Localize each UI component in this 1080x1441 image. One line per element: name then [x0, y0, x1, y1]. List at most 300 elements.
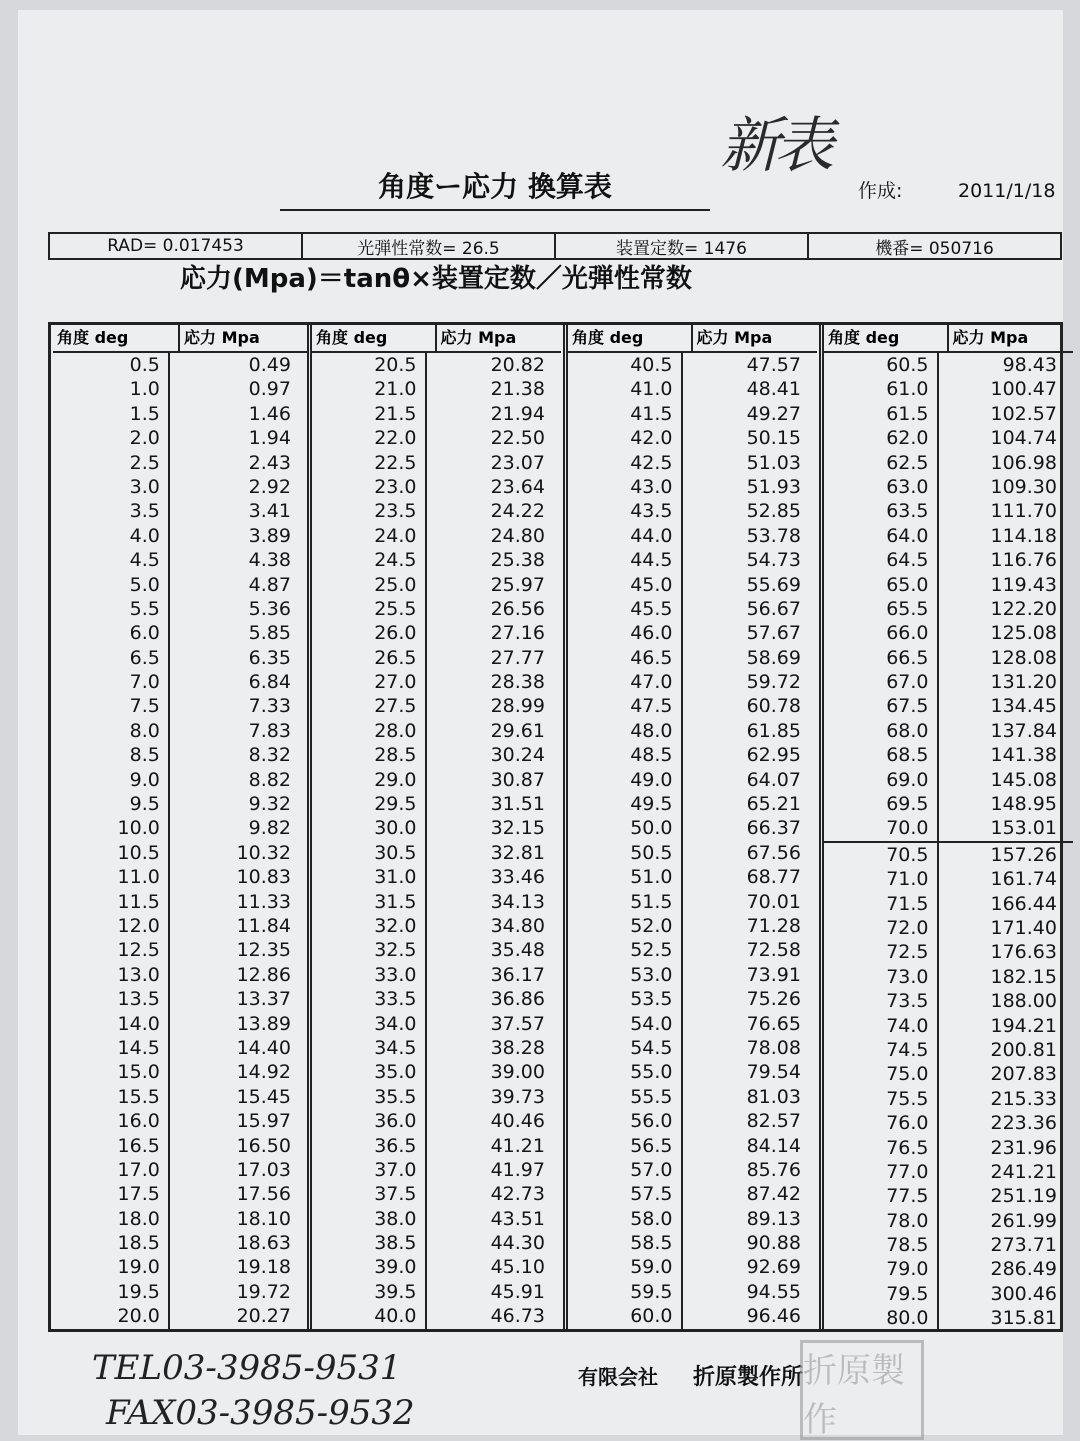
- stress-cell: 215.33: [990, 1087, 1057, 1110]
- table-row: [53, 914, 307, 938]
- table-row: [568, 743, 817, 767]
- angle-cell: 59.0: [568, 1255, 683, 1279]
- table-row: [312, 1280, 561, 1304]
- page-title: 角度ー応力 換算表: [280, 165, 710, 211]
- table-row: [824, 1038, 1073, 1062]
- table-row: [53, 1109, 307, 1133]
- angle-cell: 63.0: [824, 475, 939, 499]
- stress-cell: 19.72: [236, 1280, 291, 1303]
- angle-cell: 52.5: [568, 938, 683, 962]
- table-row: [312, 451, 561, 475]
- angle-cell: 16.5: [53, 1134, 170, 1158]
- stress-cell: 68.77: [746, 866, 801, 889]
- stress-cell: 122.20: [990, 597, 1057, 620]
- angle-cell: 51.0: [568, 865, 683, 889]
- stress-cell: 24.80: [490, 524, 545, 547]
- table-row: [312, 573, 561, 597]
- stress-cell: 46.73: [490, 1305, 545, 1328]
- angle-cell: 65.5: [824, 597, 939, 621]
- table-row: [53, 1255, 307, 1279]
- table-row: [312, 816, 561, 840]
- angle-cell: 33.0: [312, 963, 427, 987]
- table-row: [824, 402, 1073, 426]
- table-rows: [824, 353, 1073, 1331]
- stress-cell: 25.97: [490, 573, 545, 596]
- table-row: [824, 867, 1073, 891]
- table-row: [824, 1282, 1073, 1306]
- table-row: [568, 1036, 817, 1060]
- stress-cell: 5.36: [248, 597, 291, 620]
- table-row: [568, 938, 817, 962]
- table-row: [568, 792, 817, 816]
- angle-cell: 10.0: [53, 816, 170, 840]
- angle-cell: 20.0: [53, 1304, 170, 1328]
- stress-cell: 9.32: [248, 793, 291, 816]
- stress-cell: 109.30: [990, 475, 1057, 498]
- stress-cell: 85.76: [746, 1158, 801, 1181]
- angle-cell: 55.0: [568, 1060, 683, 1084]
- stress-cell: 73.91: [746, 963, 801, 986]
- angle-header: 角度 deg: [312, 325, 437, 351]
- angle-cell: 54.5: [568, 1036, 683, 1060]
- stress-cell: 20.82: [490, 354, 545, 376]
- stress-cell: 87.42: [746, 1183, 801, 1206]
- table-row: [312, 865, 561, 889]
- stress-cell: 34.80: [490, 914, 545, 937]
- angle-cell: 44.5: [568, 548, 683, 572]
- angle-cell: 46.0: [568, 621, 683, 645]
- table-row: [53, 597, 307, 621]
- table-row: [312, 426, 561, 450]
- angle-cell: 57.5: [568, 1182, 683, 1206]
- angle-cell: 58.0: [568, 1207, 683, 1231]
- author-label: 作成:: [858, 180, 903, 202]
- angle-cell: 76.5: [824, 1136, 939, 1160]
- stress-cell: 119.43: [990, 573, 1057, 596]
- angle-cell: 40.5: [568, 353, 683, 377]
- table-row: [312, 841, 561, 865]
- parameter-row: [48, 232, 1062, 260]
- angle-cell: 27.0: [312, 670, 427, 694]
- angle-cell: 72.5: [824, 940, 939, 964]
- rad-param: RAD= 0.017453: [50, 234, 303, 258]
- stress-cell: 56.67: [746, 597, 801, 620]
- angle-cell: 41.0: [568, 377, 683, 401]
- table-row: [312, 475, 561, 499]
- stress-cell: 41.21: [490, 1134, 545, 1157]
- table-row: [53, 573, 307, 597]
- table-row: [53, 1182, 307, 1206]
- stress-cell: 94.55: [746, 1280, 801, 1303]
- angle-cell: 8.5: [53, 743, 170, 767]
- table-row: [568, 1304, 817, 1328]
- angle-cell: 49.0: [568, 768, 683, 792]
- angle-cell: 42.5: [568, 451, 683, 475]
- stress-cell: 22.50: [490, 427, 545, 450]
- stress-cell: 57.67: [746, 622, 801, 645]
- conversion-table: [48, 322, 1063, 1332]
- angle-cell: 5.5: [53, 597, 170, 621]
- table-row: [824, 1111, 1073, 1135]
- table-row: [53, 938, 307, 962]
- angle-cell: 9.0: [53, 768, 170, 792]
- angle-cell: 19.0: [53, 1255, 170, 1279]
- stress-cell: 223.36: [990, 1112, 1057, 1135]
- table-row: [312, 377, 561, 401]
- stress-cell: 18.10: [236, 1207, 291, 1230]
- angle-cell: 2.0: [53, 426, 170, 450]
- stress-cell: 8.82: [248, 768, 291, 791]
- angle-header: 角度 deg: [53, 325, 180, 351]
- table-row: [53, 816, 307, 840]
- stress-cell: 17.56: [236, 1183, 291, 1206]
- stress-cell: 48.41: [746, 378, 801, 401]
- table-row: [53, 841, 307, 865]
- angle-cell: 30.5: [312, 841, 427, 865]
- stress-cell: 4.38: [248, 549, 291, 572]
- table-row: [824, 694, 1073, 718]
- stress-cell: 6.84: [248, 671, 291, 694]
- angle-cell: 66.0: [824, 621, 939, 645]
- table-row: [824, 1209, 1073, 1233]
- angle-cell: 14.0: [53, 1012, 170, 1036]
- stress-cell: 36.86: [490, 988, 545, 1011]
- table-row: [568, 670, 817, 694]
- stress-cell: 315.81: [990, 1307, 1057, 1330]
- angle-cell: 45.5: [568, 597, 683, 621]
- angle-cell: 62.5: [824, 451, 939, 475]
- table-row: [53, 621, 307, 645]
- stress-cell: 31.51: [490, 793, 545, 816]
- table-row: [312, 597, 561, 621]
- angle-cell: 7.0: [53, 670, 170, 694]
- angle-cell: 6.0: [53, 621, 170, 645]
- stress-cell: 106.98: [990, 451, 1057, 474]
- table-row: [568, 865, 817, 889]
- stress-cell: 23.07: [490, 451, 545, 474]
- handwritten-signature: 新表: [720, 111, 828, 181]
- table-row: [824, 1136, 1073, 1160]
- stress-cell: 54.73: [746, 549, 801, 572]
- table-row: [824, 768, 1073, 792]
- stress-cell: 1.94: [248, 427, 291, 450]
- angle-cell: 38.0: [312, 1207, 427, 1231]
- table-header: [312, 325, 561, 353]
- stress-cell: 32.81: [490, 841, 545, 864]
- stress-cell: 52.85: [746, 500, 801, 523]
- angle-cell: 18.0: [53, 1207, 170, 1231]
- stress-cell: 75.26: [746, 988, 801, 1011]
- angle-cell: 35.5: [312, 1085, 427, 1109]
- table-row: [312, 1182, 561, 1206]
- stress-cell: 200.81: [990, 1038, 1057, 1061]
- stress-cell: 157.26: [990, 843, 1057, 866]
- table-row: [312, 1036, 561, 1060]
- angle-cell: 21.0: [312, 377, 427, 401]
- angle-cell: 80.0: [824, 1306, 939, 1330]
- table-row: [53, 1158, 307, 1182]
- table-row: [312, 1255, 561, 1279]
- table-row: [568, 1207, 817, 1231]
- table-row: [53, 890, 307, 914]
- angle-cell: 48.0: [568, 719, 683, 743]
- stress-cell: 3.89: [248, 524, 291, 547]
- table-row: [53, 1036, 307, 1060]
- stress-cell: 5.85: [248, 622, 291, 645]
- angle-cell: 74.5: [824, 1038, 939, 1062]
- angle-cell: 42.0: [568, 426, 683, 450]
- table-row: [824, 597, 1073, 621]
- stress-cell: 26.56: [490, 597, 545, 620]
- table-row: [53, 719, 307, 743]
- table-row: [53, 743, 307, 767]
- angle-cell: 77.5: [824, 1184, 939, 1208]
- angle-cell: 73.5: [824, 989, 939, 1013]
- angle-cell: 51.5: [568, 890, 683, 914]
- angle-cell: 32.5: [312, 938, 427, 962]
- table-row: [568, 1231, 817, 1255]
- stress-cell: 79.54: [746, 1061, 801, 1084]
- stress-cell: 176.63: [990, 941, 1057, 964]
- stress-cell: 111.70: [990, 500, 1057, 523]
- stress-cell: 29.61: [490, 719, 545, 742]
- table-row: [568, 1134, 817, 1158]
- angle-cell: 26.5: [312, 646, 427, 670]
- stress-cell: 128.08: [990, 646, 1057, 669]
- stress-cell: 58.69: [746, 646, 801, 669]
- table-row: [312, 890, 561, 914]
- table-row: [53, 402, 307, 426]
- table-row: [568, 426, 817, 450]
- angle-cell: 18.5: [53, 1231, 170, 1255]
- table-row: [53, 1304, 307, 1328]
- angle-cell: 78.0: [824, 1209, 939, 1233]
- company-type: 有限会社: [578, 1365, 658, 1389]
- table-row: [568, 1012, 817, 1036]
- stress-cell: 84.14: [746, 1134, 801, 1157]
- angle-cell: 25.0: [312, 573, 427, 597]
- stress-cell: 2.92: [248, 475, 291, 498]
- angle-header: 角度 deg: [824, 325, 949, 351]
- angle-cell: 34.5: [312, 1036, 427, 1060]
- angle-cell: 62.0: [824, 426, 939, 450]
- table-header: [824, 325, 1073, 353]
- stress-cell: 188.00: [990, 990, 1057, 1013]
- angle-cell: 39.0: [312, 1255, 427, 1279]
- angle-cell: 23.5: [312, 499, 427, 523]
- table-row: [568, 1255, 817, 1279]
- stress-cell: 30.87: [490, 768, 545, 791]
- angle-cell: 4.0: [53, 524, 170, 548]
- stress-cell: 53.78: [746, 524, 801, 547]
- angle-cell: 76.0: [824, 1111, 939, 1135]
- angle-cell: 67.5: [824, 694, 939, 718]
- table-row: [312, 938, 561, 962]
- stress-cell: 96.46: [746, 1305, 801, 1328]
- table-row: [824, 646, 1073, 670]
- angle-cell: 7.5: [53, 694, 170, 718]
- angle-cell: 71.0: [824, 867, 939, 891]
- table-row: [53, 524, 307, 548]
- table-row: [824, 1087, 1073, 1111]
- table-row: [53, 670, 307, 694]
- table-row: [824, 719, 1073, 743]
- angle-cell: 55.5: [568, 1085, 683, 1109]
- angle-cell: 21.5: [312, 402, 427, 426]
- table-row: [824, 792, 1073, 816]
- angle-cell: 37.5: [312, 1182, 427, 1206]
- stress-cell: 141.38: [990, 744, 1057, 767]
- table-row: [53, 1207, 307, 1231]
- table-row: [53, 475, 307, 499]
- table-row: [568, 841, 817, 865]
- telephone-number: TEL03-3985-9531: [92, 1348, 402, 1388]
- stress-cell: 182.15: [990, 965, 1057, 988]
- table-row: [824, 965, 1073, 989]
- table-row: [824, 916, 1073, 940]
- angle-cell: 50.5: [568, 841, 683, 865]
- stress-cell: 116.76: [990, 549, 1057, 572]
- angle-cell: 36.5: [312, 1134, 427, 1158]
- table-row: [53, 1085, 307, 1109]
- stress-cell: 1.46: [248, 402, 291, 425]
- stress-cell: 45.91: [490, 1280, 545, 1303]
- table-row: [53, 1134, 307, 1158]
- table-row: [568, 816, 817, 840]
- table-block-3: [563, 325, 817, 1329]
- table-row: [312, 646, 561, 670]
- table-header: [53, 325, 307, 353]
- stress-cell: 100.47: [990, 378, 1057, 401]
- table-row: [312, 1060, 561, 1084]
- table-row: [824, 1184, 1073, 1208]
- stress-cell: 207.83: [990, 1063, 1057, 1086]
- stress-cell: 19.18: [236, 1256, 291, 1279]
- angle-cell: 69.5: [824, 792, 939, 816]
- angle-cell: 46.5: [568, 646, 683, 670]
- stress-cell: 231.96: [990, 1136, 1057, 1159]
- angle-cell: 25.5: [312, 597, 427, 621]
- table-block-1: [53, 325, 307, 1329]
- stress-header: 応力 Mpa: [440, 328, 517, 347]
- stress-cell: 89.13: [746, 1207, 801, 1230]
- stress-cell: 42.73: [490, 1183, 545, 1206]
- angle-cell: 67.0: [824, 670, 939, 694]
- stress-cell: 21.38: [490, 378, 545, 401]
- table-row: [53, 1231, 307, 1255]
- stress-cell: 78.08: [746, 1036, 801, 1059]
- angle-cell: 39.5: [312, 1280, 427, 1304]
- photoelastic-constant-param: 光弾性常数= 26.5: [303, 234, 556, 258]
- formula: 応力(Mpa)＝tanθ×装置定数／光弾性常数: [180, 264, 692, 294]
- company-name-text: 折原製作所: [692, 1365, 803, 1390]
- angle-cell: 52.0: [568, 914, 683, 938]
- stress-cell: 61.85: [746, 719, 801, 742]
- stress-cell: 21.94: [490, 402, 545, 425]
- angle-cell: 37.0: [312, 1158, 427, 1182]
- stress-cell: 51.93: [746, 475, 801, 498]
- table-row: [312, 1012, 561, 1036]
- table-row: [824, 743, 1073, 767]
- table-row: [312, 743, 561, 767]
- angle-cell: 31.5: [312, 890, 427, 914]
- stress-cell: 35.48: [490, 939, 545, 962]
- angle-cell: 61.5: [824, 402, 939, 426]
- angle-cell: 23.0: [312, 475, 427, 499]
- table-row: [53, 426, 307, 450]
- table-row: [568, 353, 817, 377]
- angle-cell: 77.0: [824, 1160, 939, 1184]
- stress-cell: 17.03: [236, 1158, 291, 1181]
- angle-cell: 56.0: [568, 1109, 683, 1133]
- table-rows: [53, 353, 307, 1329]
- company-name: [578, 1360, 803, 1391]
- table-row: [312, 1207, 561, 1231]
- stress-cell: 47.57: [746, 354, 801, 376]
- table-row: [568, 914, 817, 938]
- table-row: [53, 353, 307, 377]
- table-row: [312, 1231, 561, 1255]
- table-row: [312, 402, 561, 426]
- table-row: [824, 1014, 1073, 1038]
- angle-cell: 45.0: [568, 573, 683, 597]
- stress-cell: 11.84: [236, 914, 291, 937]
- table-row: [53, 1012, 307, 1036]
- angle-cell: 5.0: [53, 573, 170, 597]
- angle-cell: 50.0: [568, 816, 683, 840]
- angle-cell: 29.0: [312, 768, 427, 792]
- table-block-4: [819, 325, 1073, 1329]
- table-row: [824, 816, 1073, 840]
- table-row: [312, 792, 561, 816]
- stress-cell: 49.27: [746, 402, 801, 425]
- angle-cell: 20.5: [312, 353, 427, 377]
- angle-cell: 48.5: [568, 743, 683, 767]
- angle-cell: 36.0: [312, 1109, 427, 1133]
- angle-cell: 1.0: [53, 377, 170, 401]
- table-row: [312, 694, 561, 718]
- table-row: [312, 1134, 561, 1158]
- table-row: [312, 963, 561, 987]
- angle-cell: 64.0: [824, 524, 939, 548]
- angle-cell: 12.5: [53, 938, 170, 962]
- stress-cell: 241.21: [990, 1160, 1057, 1183]
- stress-cell: 153.01: [990, 817, 1057, 840]
- stress-cell: 300.46: [990, 1282, 1057, 1305]
- stress-cell: 16.50: [236, 1134, 291, 1157]
- angle-cell: 74.0: [824, 1014, 939, 1038]
- stress-cell: 4.87: [248, 573, 291, 596]
- stress-cell: 18.63: [236, 1232, 291, 1255]
- table-row: [568, 621, 817, 645]
- angle-cell: 72.0: [824, 916, 939, 940]
- angle-cell: 69.0: [824, 768, 939, 792]
- angle-cell: 8.0: [53, 719, 170, 743]
- angle-cell: 64.5: [824, 548, 939, 572]
- angle-cell: 17.5: [53, 1182, 170, 1206]
- stress-cell: 2.43: [248, 451, 291, 474]
- stress-cell: 11.33: [236, 890, 291, 913]
- table-row: [824, 353, 1073, 377]
- angle-cell: 34.0: [312, 1012, 427, 1036]
- angle-cell: 2.5: [53, 451, 170, 475]
- creation-date: 2011/1/18: [958, 180, 1056, 202]
- table-header: [568, 325, 817, 353]
- table-row: [824, 377, 1073, 401]
- angle-cell: 14.5: [53, 1036, 170, 1060]
- angle-cell: 71.5: [824, 892, 939, 916]
- table-row: [568, 1158, 817, 1182]
